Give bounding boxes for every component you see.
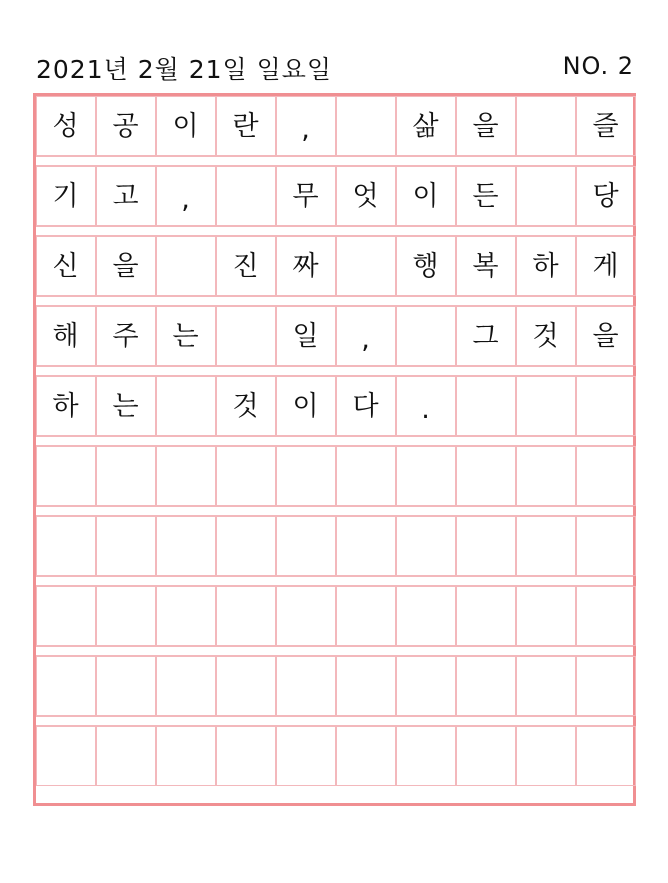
manuscript-cell bbox=[96, 446, 156, 506]
manuscript-cell bbox=[156, 376, 216, 436]
manuscript-cell bbox=[396, 446, 456, 506]
manuscript-cell bbox=[576, 446, 636, 506]
manuscript-cell bbox=[396, 306, 456, 366]
manuscript-cell bbox=[156, 586, 216, 646]
manuscript-cell: 짜 bbox=[276, 236, 336, 296]
manuscript-cell bbox=[216, 586, 276, 646]
manuscript-cell: 하 bbox=[516, 236, 576, 296]
manuscript-cell bbox=[336, 516, 396, 576]
manuscript-cell bbox=[576, 376, 636, 436]
manuscript-cell bbox=[216, 306, 276, 366]
manuscript-cell: 그 bbox=[456, 306, 516, 366]
manuscript-cell bbox=[456, 446, 516, 506]
manuscript-cell: 기 bbox=[36, 166, 96, 226]
manuscript-cell: 신 bbox=[36, 236, 96, 296]
manuscript-cell: , bbox=[276, 96, 336, 156]
manuscript-cell: , bbox=[156, 166, 216, 226]
manuscript-cell bbox=[96, 586, 156, 646]
manuscript-cell: 즐 bbox=[576, 96, 636, 156]
manuscript-cell bbox=[216, 726, 276, 786]
manuscript-cell bbox=[36, 656, 96, 716]
manuscript-cell bbox=[276, 656, 336, 716]
manuscript-cell bbox=[216, 446, 276, 506]
manuscript-cell: 을 bbox=[576, 306, 636, 366]
manuscript-cell bbox=[156, 446, 216, 506]
manuscript-cell bbox=[516, 166, 576, 226]
manuscript-cell bbox=[576, 726, 636, 786]
manuscript-cell: 하 bbox=[36, 376, 96, 436]
manuscript-cell: 것 bbox=[516, 306, 576, 366]
manuscript-cell bbox=[336, 726, 396, 786]
manuscript-cell: 이 bbox=[276, 376, 336, 436]
row-spacer bbox=[36, 226, 633, 236]
manuscript-cell bbox=[456, 376, 516, 436]
manuscript-cell bbox=[516, 656, 576, 716]
manuscript-cell bbox=[396, 516, 456, 576]
manuscript-cell bbox=[96, 516, 156, 576]
manuscript-cell bbox=[276, 516, 336, 576]
manuscript-cell: 삶 bbox=[396, 96, 456, 156]
manuscript-cell bbox=[156, 236, 216, 296]
manuscript-cell bbox=[576, 586, 636, 646]
manuscript-cell bbox=[576, 656, 636, 716]
manuscript-cell: 게 bbox=[576, 236, 636, 296]
diary-page-number: NO. 2 bbox=[562, 52, 634, 80]
manuscript-cell: 는 bbox=[96, 376, 156, 436]
manuscript-cell bbox=[516, 726, 576, 786]
row-spacer bbox=[36, 646, 633, 656]
row-spacer bbox=[36, 296, 633, 306]
row-spacer bbox=[36, 576, 633, 586]
manuscript-cell: 당 bbox=[576, 166, 636, 226]
manuscript-cell bbox=[396, 726, 456, 786]
manuscript-cell: 이 bbox=[396, 166, 456, 226]
manuscript-cell bbox=[96, 726, 156, 786]
row-spacer bbox=[36, 716, 633, 726]
manuscript-cell: 일 bbox=[276, 306, 336, 366]
manuscript-cell bbox=[456, 516, 516, 576]
manuscript-cell bbox=[336, 586, 396, 646]
manuscript-cell: 고 bbox=[96, 166, 156, 226]
manuscript-cell bbox=[336, 236, 396, 296]
manuscript-cell bbox=[576, 516, 636, 576]
row-spacer bbox=[36, 156, 633, 166]
manuscript-cell: 무 bbox=[276, 166, 336, 226]
manuscript-cell: 진 bbox=[216, 236, 276, 296]
manuscript-cell: 해 bbox=[36, 306, 96, 366]
manuscript-cell: 공 bbox=[96, 96, 156, 156]
manuscript-cell bbox=[396, 656, 456, 716]
manuscript-cell: 든 bbox=[456, 166, 516, 226]
manuscript-cell: 엇 bbox=[336, 166, 396, 226]
manuscript-cell bbox=[456, 586, 516, 646]
manuscript-cell: 성 bbox=[36, 96, 96, 156]
manuscript-cell bbox=[156, 726, 216, 786]
manuscript-cell bbox=[276, 446, 336, 506]
manuscript-cell bbox=[516, 516, 576, 576]
manuscript-cell bbox=[456, 656, 516, 716]
manuscript-cell bbox=[516, 96, 576, 156]
manuscript-cell bbox=[396, 586, 456, 646]
row-spacer bbox=[36, 506, 633, 516]
manuscript-cell bbox=[516, 376, 576, 436]
manuscript-cell bbox=[216, 656, 276, 716]
diary-header-date: 2021년 2월 21일 일요일 bbox=[36, 55, 333, 84]
manuscript-cell: 는 bbox=[156, 306, 216, 366]
manuscript-cell bbox=[96, 656, 156, 716]
manuscript-cell bbox=[276, 726, 336, 786]
manuscript-cell bbox=[36, 516, 96, 576]
manuscript-cell bbox=[216, 166, 276, 226]
manuscript-cell: , bbox=[336, 306, 396, 366]
manuscript-cell bbox=[336, 96, 396, 156]
manuscript-cell: 란 bbox=[216, 96, 276, 156]
manuscript-cell: 을 bbox=[456, 96, 516, 156]
manuscript-cell: 을 bbox=[96, 236, 156, 296]
manuscript-cell: 행 bbox=[396, 236, 456, 296]
manuscript-cell bbox=[276, 586, 336, 646]
manuscript-cell bbox=[456, 726, 516, 786]
manuscript-cell bbox=[36, 726, 96, 786]
manuscript-cell: 이 bbox=[156, 96, 216, 156]
manuscript-cell: 것 bbox=[216, 376, 276, 436]
manuscript-cell bbox=[216, 516, 276, 576]
manuscript-cell: 다 bbox=[336, 376, 396, 436]
manuscript-cell bbox=[516, 446, 576, 506]
manuscript-cell: 주 bbox=[96, 306, 156, 366]
manuscript-cell: 복 bbox=[456, 236, 516, 296]
manuscript-cell bbox=[156, 516, 216, 576]
row-spacer bbox=[36, 366, 633, 376]
manuscript-cell bbox=[36, 446, 96, 506]
manuscript-cell bbox=[336, 446, 396, 506]
manuscript-cell bbox=[156, 656, 216, 716]
manuscript-cell bbox=[516, 586, 576, 646]
manuscript-cell bbox=[336, 656, 396, 716]
row-spacer bbox=[36, 436, 633, 446]
manuscript-cell bbox=[36, 586, 96, 646]
manuscript-cell: . bbox=[396, 376, 456, 436]
manuscript-sheet bbox=[33, 93, 636, 806]
